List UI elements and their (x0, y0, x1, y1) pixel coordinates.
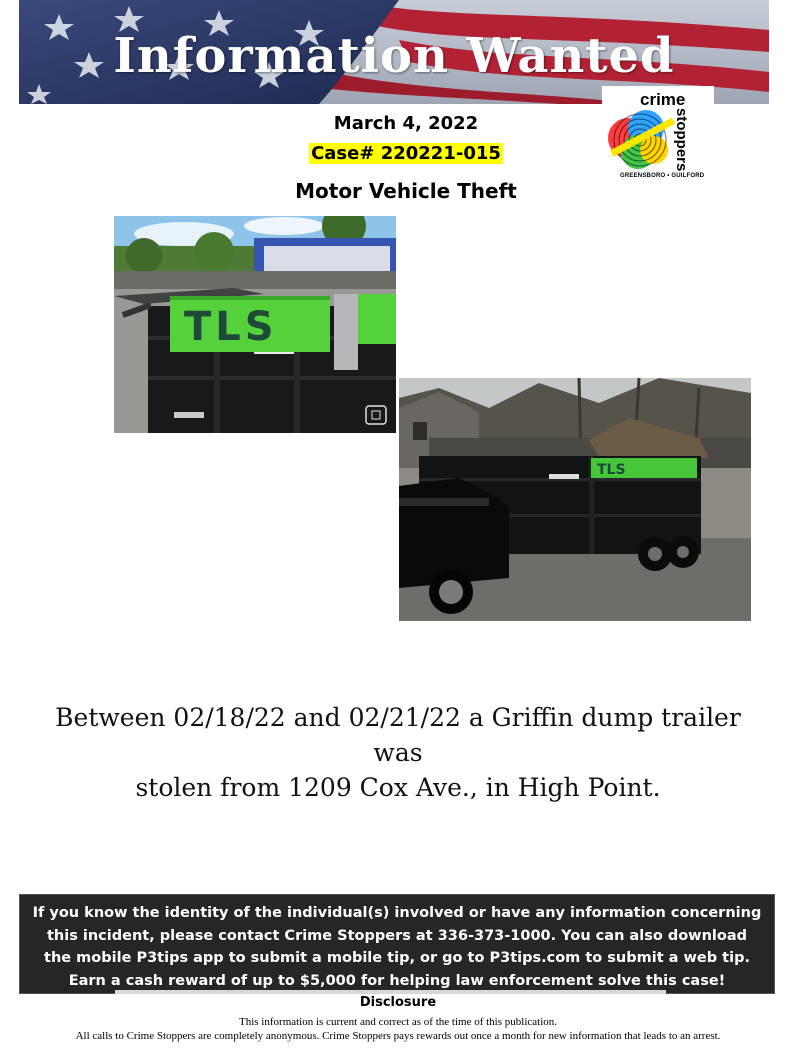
banner-title: Information Wanted (113, 28, 675, 84)
description-line-1: Between 02/18/22 and 02/21/22 a Griffin dump trailer was (55, 703, 741, 767)
case-number-wrap (0, 143, 796, 164)
disclosure-line-2: All calls to Crime Stoppers are completely anonymous. Crime Stoppers pays rewards out once a month for new information that leads to an arrest. (75, 1030, 721, 1042)
tip-box (19, 894, 775, 994)
incident-description (30, 700, 766, 805)
logo-word-stoppers: stoppers (673, 108, 690, 172)
disclosure-title: Disclosure (359, 995, 437, 1010)
logo-word-crime: crime (640, 90, 686, 109)
crime-stoppers-logo (602, 86, 714, 186)
trailer-photo-closeup (114, 216, 396, 433)
crime-type: Motor Vehicle Theft (295, 179, 517, 203)
tip-box-divider (115, 990, 666, 994)
trailer-photo-towed (399, 378, 751, 621)
case-number: Case# 220221-015 (311, 143, 501, 164)
disclosure-line-1: This information is current and correct as of the time of this publication. (239, 1016, 557, 1028)
trailer-sign-tls-2: TLS (597, 462, 626, 478)
trailer-sign-tls: TLS (184, 304, 278, 350)
description-line-2: stolen from 1209 Cox Ave., in High Point. (135, 773, 661, 802)
tip-text: If you know the identity of the individual(s) involved or have any information concerning this incident, please contact Crime Stoppers at 336-373-1000. You can also download the mobile P3tips app to submit a mobile tip, or go to P3tips.com to submit a web tip. Earn a cash reward of up to $5,000 for helping law enforcement solve this case! (32, 905, 762, 989)
notice-date: March 4, 2022 (333, 113, 479, 134)
logo-subtitle: GREENSBORO • GUILFORD (620, 173, 705, 179)
